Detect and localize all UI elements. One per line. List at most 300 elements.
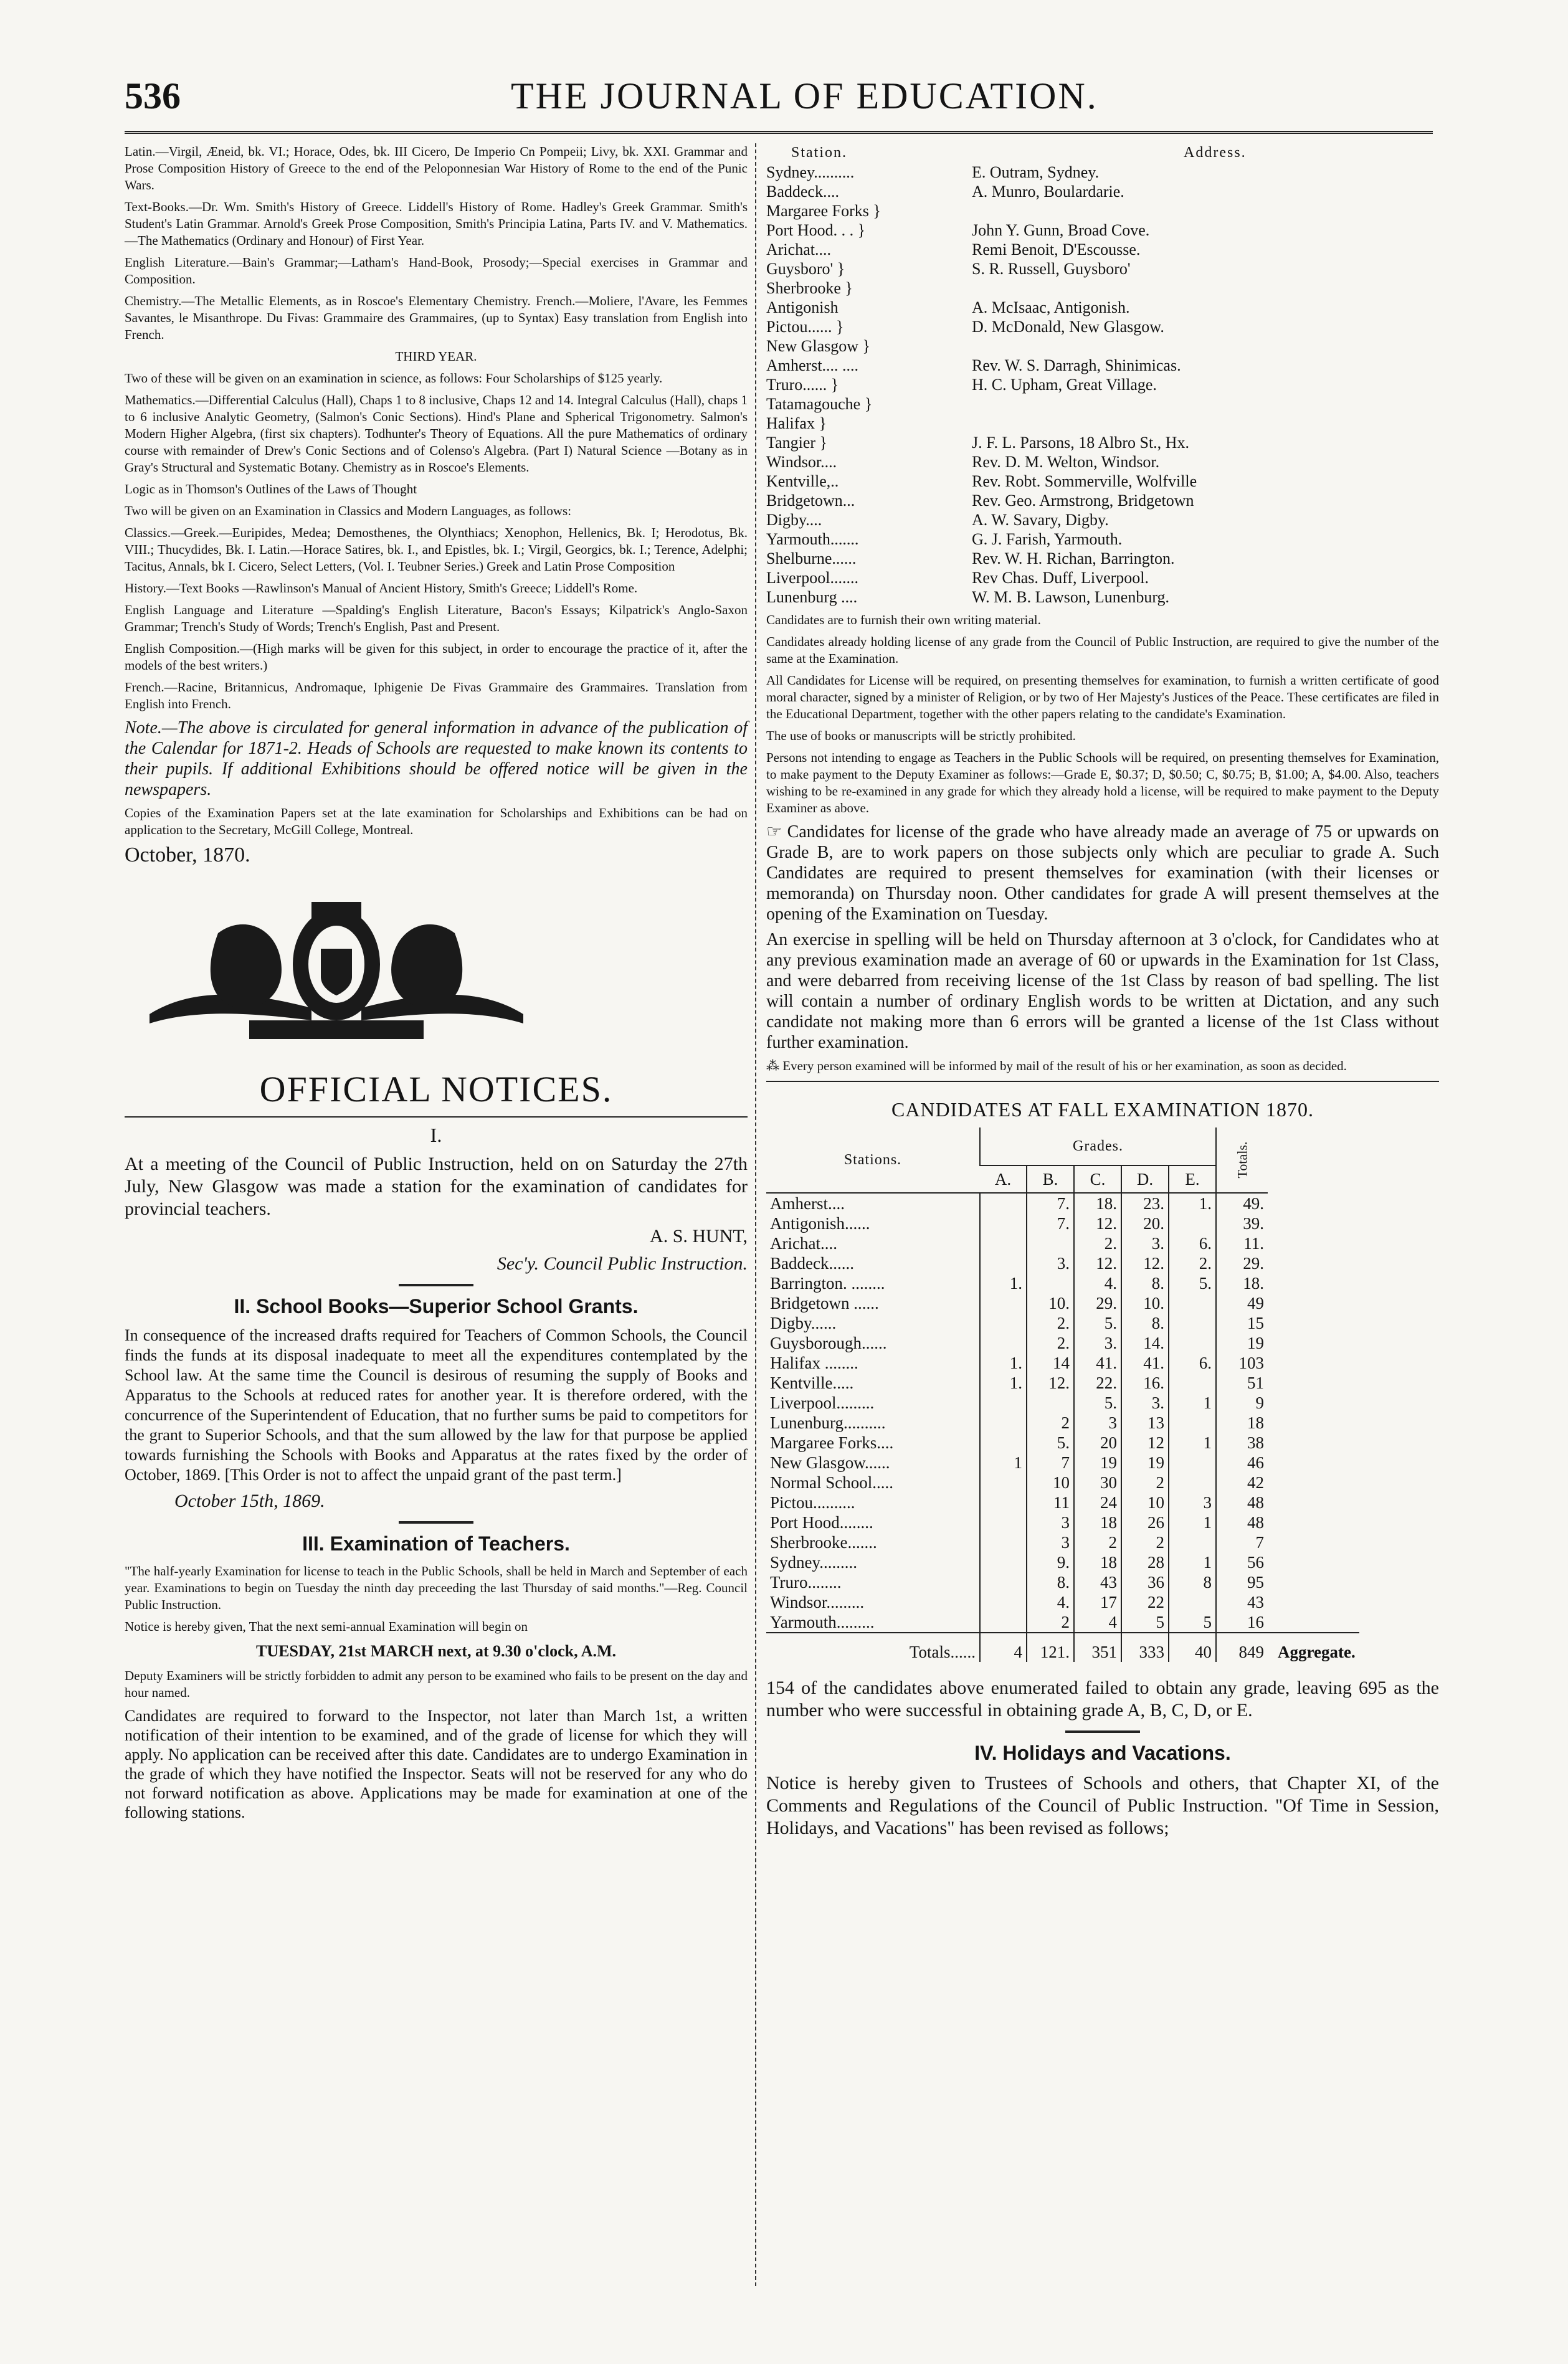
station-cell: New Glasgow...... (770, 1453, 890, 1472)
value-cell (980, 1572, 1027, 1592)
station-name: Baddeck.... (766, 183, 839, 201)
table-row (766, 1193, 1359, 1213)
value-cell: 39. (1216, 1213, 1268, 1233)
para-copies: Copies of the Examination Papers set at the late examination for Scholarships and Exhibitions can be had on application to the Secretary, McGill College, Montreal. (125, 805, 748, 837)
value-cell (980, 1493, 1027, 1512)
station-row (766, 240, 1439, 259)
station-cell: Normal School..... (770, 1473, 893, 1492)
value-cell: 18 (1074, 1552, 1121, 1572)
value-cell: 4 (1074, 1612, 1121, 1633)
value-cell: 28 (1121, 1552, 1169, 1572)
value-cell: 18. (1216, 1273, 1268, 1293)
table-row (766, 1493, 1359, 1512)
value-cell: 10. (1027, 1293, 1074, 1313)
value-cell: 42 (1216, 1473, 1268, 1493)
station-row (766, 433, 1439, 452)
value-cell: 5. (1027, 1433, 1074, 1453)
station-cell: Digby...... (770, 1314, 837, 1332)
station-row (766, 549, 1439, 568)
stations-list (766, 143, 1439, 607)
station-row (766, 356, 1439, 375)
station-address: H. C. Upham, Great Village. (972, 376, 1157, 394)
value-cell: 5. (1074, 1313, 1121, 1333)
station-name: Amherst.... .... (766, 356, 859, 374)
value-cell: 23. (1121, 1193, 1169, 1213)
section-1-signature: A. S. HUNT, (650, 1226, 748, 1246)
value-cell: 22. (1074, 1373, 1121, 1393)
table-row (766, 1353, 1359, 1373)
table-row (766, 1592, 1359, 1612)
table-top-rule (766, 1081, 1439, 1082)
station-address: W. M. B. Lawson, Lunenburg. (972, 588, 1170, 606)
para-history: History.—Text Books —Rawlinson's Manual of Ancient History, Smith's Greece; Liddell's Rome. (125, 581, 638, 596)
value-cell: 18 (1216, 1413, 1268, 1433)
station-address: D. McDonald, New Glasgow. (972, 318, 1164, 336)
station-cell: Amherst.... (770, 1194, 845, 1213)
value-cell: 3 (1027, 1532, 1074, 1552)
value-cell (1027, 1273, 1074, 1293)
station-address: Rev. W. S. Darragh, Shinimicas. (972, 356, 1181, 374)
station-cell: Arichat.... (770, 1234, 837, 1253)
value-cell: 10 (1027, 1473, 1074, 1493)
value-cell: 12. (1027, 1373, 1074, 1393)
station-address: Rev. W. H. Richan, Barrington. (972, 549, 1175, 567)
section-4-title: IV. Holidays and Vacations. (974, 1742, 1231, 1764)
section-2-text: In consequence of the increased drafts required for Teachers of Common Schools, the Council finds the funds at its disposal inadequate to meet all the expenditures contemplated by the School law. At the same time the Council is desirous of resuming the supply of Books and Apparatus to the Schools at reduced rates for another year. It is therefore ordered, with the concurrence of the Superintendent of Education, that no further sums be paid to competitors for the grant to Superior Schools, and that the sum allowed by the law for that purpose be applied towards furnishing the Schools with Books and Apparatus at the rates fixed by the order of October, 1869. [This Order is not to affect the unpaid grant of the past term.] (125, 1326, 748, 1484)
station-row (766, 259, 1439, 278)
value-cell: 9 (1216, 1393, 1268, 1413)
station-row (766, 414, 1439, 433)
value-cell: 20. (1121, 1213, 1169, 1233)
royal-arms-ornament (125, 890, 548, 1051)
value-cell: 43 (1074, 1572, 1121, 1592)
value-cell: 19 (1074, 1453, 1121, 1473)
value-cell: 46 (1216, 1453, 1268, 1473)
station-address: S. R. Russell, Guysboro' (972, 260, 1131, 278)
candidates-body (766, 1193, 1359, 1662)
station-row (766, 182, 1439, 201)
station-row (766, 336, 1439, 356)
value-cell: 16 (1216, 1612, 1268, 1633)
value-cell (980, 1532, 1027, 1552)
total-cell: 333 (1121, 1633, 1169, 1662)
station-name: Guysboro' } (766, 260, 845, 278)
value-cell: 5 (1169, 1612, 1216, 1633)
value-cell: 2. (1169, 1253, 1216, 1273)
table-row (766, 1532, 1359, 1552)
value-cell: 1. (1169, 1193, 1216, 1213)
value-cell (1169, 1373, 1216, 1393)
station-name: Sherbrooke } (766, 279, 853, 297)
value-cell: 103 (1216, 1353, 1268, 1373)
value-cell: 3. (1121, 1233, 1169, 1253)
value-cell: 2 (1027, 1413, 1074, 1433)
para-english-literature: English Literature.—Bain's Grammar;—Latham's Hand-Book, Prosody;—Special exercises in Grammar and Composition. (125, 255, 748, 287)
station-cell: Baddeck...... (770, 1254, 854, 1273)
total-cell: 4 (980, 1633, 1027, 1662)
station-row (766, 510, 1439, 529)
station-address: A. Munro, Boulardarie. (972, 183, 1124, 201)
station-row (766, 298, 1439, 317)
value-cell: 8. (1121, 1273, 1169, 1293)
journal-title: THE JOURNAL OF EDUCATION. (511, 75, 1098, 116)
table-row (766, 1233, 1359, 1253)
station-row (766, 472, 1439, 491)
station-cell: Yarmouth......... (770, 1613, 875, 1631)
station-address: Rev Chas. Duff, Liverpool. (972, 569, 1149, 587)
totals-header-cell (1216, 1127, 1268, 1193)
column-divider (755, 143, 756, 2286)
station-cell: Kentville..... (770, 1374, 854, 1392)
section-2-title: II. School Books—Superior School Grants. (234, 1295, 639, 1317)
station-row (766, 529, 1439, 549)
para-classics: Classics.—Greek.—Euripides, Medea; Demosthenes, the Olynthiacs; Xenophon, Hellenics, Bk. I; Herodotus, Bk. VIII.; Thucydides, Bk. I. Latin.—Horace Satires, bk. I., and Epistles, bk. I.; Virgil, Georgics, bk. I.; Terence, Adelphi; Tacitus, Annals, bk I. Cicero, Select Letters, (Vol. I. Teubner Series.) Greek and Latin Prose Composition (125, 525, 748, 574)
value-cell: 2 (1121, 1532, 1169, 1552)
candidates-table (766, 1127, 1359, 1662)
station-cell: Margaree Forks.... (770, 1433, 894, 1452)
page-header (125, 75, 1433, 131)
value-cell: 13 (1121, 1413, 1169, 1433)
table-row (766, 1373, 1359, 1393)
para-every-person (766, 1058, 1439, 1075)
para-already: Candidates already holding license of any grade from the Council of Public Instruction, are required to give the number of the same at the Examination. (766, 634, 1439, 666)
value-cell: 19 (1121, 1453, 1169, 1473)
para-textbooks: Text-Books.—Dr. Wm. Smith's History of Greece. Liddell's History of Rome. Hadley's Greek Grammar. Smith's Student's Latin Grammar. Arnold's Greek Prose Composition, Smith's Principia Latina, Parts IV. and V. Mathematics.—The Mathematics (Ordinary and Honour) of First Year. (125, 199, 748, 248)
station-name: Liverpool....... (766, 569, 859, 587)
right-column (766, 143, 1439, 1844)
value-cell: 2 (1074, 1532, 1121, 1552)
para-english-language: English Language and Literature —Spalding's English Literature, Bacon's Essays; Kilpatrick's Anglo-Saxon Grammar; Trench's Study of Words; Trench's English, Past and Present. (125, 602, 748, 634)
value-cell: 2 (1027, 1612, 1074, 1633)
value-cell (980, 1552, 1027, 1572)
value-cell: 3 (1027, 1512, 1074, 1532)
value-cell (980, 1393, 1027, 1413)
value-cell: 48 (1216, 1493, 1268, 1512)
value-cell: 5. (1074, 1393, 1121, 1413)
section-1-text: At a meeting of the Council of Public Instruction, held on on Saturday the 27th July, New Glasgow was made a station for the examination of candidates for provincial teachers. (125, 1154, 748, 1219)
grades-header-cell: Grades. (980, 1127, 1216, 1165)
third-year-heading: THIRD YEAR. (395, 349, 477, 364)
value-cell (980, 1233, 1027, 1253)
para-mathematics: Mathematics.—Differential Calculus (Hall), Chaps 1 to 8 inclusive, Chaps 12 and 14. Integral Calculus (Hall), chaps 1 to 6 inclusive Analytic Geometry, (Salmon's Conic Sections). Hind's Plane and Spherical Trigonometry. Salmon's Modern Higher Algebra, (first six chapters). Todhunter's Theory of Equations. All the pure Mathematics of ordinary course with remainder of Drew's Conic Sections and of Colenso's Algebra. (Part I) Natural Science —Botany as in Gray's Structural and Systematic Botany. Chemistry as in Roscoe's Elements. (125, 392, 748, 475)
station-address: John Y. Gunn, Broad Cove. (972, 221, 1150, 239)
station-row (766, 394, 1439, 414)
asterism-icon: ⁂ (766, 1058, 783, 1073)
short-rule-2 (399, 1521, 473, 1524)
date-october-1870: October, 1870. (125, 843, 250, 866)
station-row (766, 452, 1439, 472)
value-cell: 1 (1169, 1512, 1216, 1532)
value-cell: 8. (1027, 1572, 1074, 1592)
station-row (766, 587, 1439, 607)
value-cell: 1. (980, 1373, 1027, 1393)
value-cell: 8. (1121, 1313, 1169, 1333)
value-cell: 30 (1074, 1473, 1121, 1493)
value-cell (1169, 1333, 1216, 1353)
value-cell: 1. (980, 1273, 1027, 1293)
value-cell (980, 1473, 1027, 1493)
value-cell: 16. (1121, 1373, 1169, 1393)
value-cell: 17 (1074, 1592, 1121, 1612)
station-cell: Halifax ........ (770, 1354, 858, 1372)
value-cell: 6. (1169, 1353, 1216, 1373)
station-row (766, 491, 1439, 510)
grade-header-2: C. (1074, 1165, 1121, 1193)
station-name: Sydney.......... (766, 163, 855, 181)
totals-label: Totals...... (766, 1633, 980, 1662)
station-name: Lunenburg .... (766, 588, 858, 606)
station-name: Truro...... } (766, 376, 839, 394)
value-cell (980, 1253, 1027, 1273)
station-cell: Pictou.......... (770, 1493, 855, 1512)
station-address: J. F. L. Parsons, 18 Albro St., Hx. (972, 434, 1189, 452)
total-cell: 849 (1216, 1633, 1268, 1662)
value-cell: 18 (1074, 1512, 1121, 1532)
value-cell: 51 (1216, 1373, 1268, 1393)
station-address: G. J. Farish, Yarmouth. (972, 530, 1123, 548)
value-cell (980, 1213, 1027, 1233)
value-cell (1169, 1413, 1216, 1433)
value-cell: 49. (1216, 1193, 1268, 1213)
grade-header-4: E. (1169, 1165, 1216, 1193)
value-cell (980, 1512, 1027, 1532)
station-row (766, 201, 1439, 221)
section-3-candidates: Candidates are required to forward to the Inspector, not later than March 1st, a written notification of their intention to be examined, and of the grade of license for which they will apply. No application can be received after this date. Candidates are to undergo Examination in the grade of which they have notified the Inspector. Seats will not be reserved for any who do not forward notification as above. Applications may be made for examination at one of the following stations. (125, 1707, 748, 1821)
value-cell: 7. (1027, 1213, 1074, 1233)
value-cell: 5 (1121, 1612, 1169, 1633)
station-cell: Port Hood........ (770, 1513, 873, 1532)
value-cell: 1 (1169, 1393, 1216, 1413)
para-grade-a-text: Candidates for license of the grade who have already made an average of 75 or upwards on Grade B, are to work papers on those subjects only which are peculiar to grade A. Such Candidates are required to present themselves for examination (with their licenses or memoranda) on Thursday noon. Other candidates for grade A will present themselves at the opening of the Examination on Tuesday. (766, 822, 1439, 924)
value-cell: 3. (1027, 1253, 1074, 1273)
station-cell: Bridgetown ...... (770, 1294, 879, 1313)
table-row (766, 1433, 1359, 1453)
station-address: E. Outram, Sydney. (972, 163, 1100, 181)
page-number: 536 (125, 75, 181, 116)
header-rule (125, 131, 1433, 134)
value-cell: 19 (1216, 1333, 1268, 1353)
station-column-header: Station. (791, 145, 848, 161)
station-cell: Barrington. ........ (770, 1274, 885, 1293)
station-name: Shelburne...... (766, 549, 857, 567)
station-cell: Sydney......... (770, 1553, 857, 1572)
station-name: Port Hood. . . } (766, 221, 866, 239)
station-cell: Truro........ (770, 1573, 842, 1592)
station-name: Halifax } (766, 414, 827, 432)
value-cell: 7 (1216, 1532, 1268, 1552)
table-row (766, 1572, 1359, 1592)
value-cell: 29. (1074, 1293, 1121, 1313)
value-cell: 2. (1027, 1313, 1074, 1333)
value-cell: 36 (1121, 1572, 1169, 1592)
value-cell: 12 (1121, 1433, 1169, 1453)
value-cell: 22 (1121, 1592, 1169, 1612)
table-row (766, 1413, 1359, 1433)
para-every-person-text: Every person examined will be informed by mail of the result of his or her examination, as soon as decided. (782, 1058, 1347, 1073)
station-row (766, 568, 1439, 587)
left-column (125, 143, 748, 1827)
value-cell: 41. (1121, 1353, 1169, 1373)
short-rule-3 (1065, 1730, 1140, 1733)
station-row (766, 221, 1439, 240)
grade-header-3: D. (1121, 1165, 1169, 1193)
value-cell: 26 (1121, 1512, 1169, 1532)
value-cell (1169, 1213, 1216, 1233)
para-failed: 154 of the candidates above enumerated failed to obtain any grade, leaving 695 as the number who were successful in obtaining grade A, B, C, D, or E. (766, 1678, 1439, 1721)
value-cell: 41. (1074, 1353, 1121, 1373)
para-grade-a (766, 822, 1439, 924)
value-cell: 11 (1027, 1493, 1074, 1512)
value-cell: 15 (1216, 1313, 1268, 1333)
table-row (766, 1213, 1359, 1233)
grade-header-1: B. (1027, 1165, 1074, 1193)
short-rule-1 (399, 1284, 473, 1286)
value-cell: 4. (1074, 1273, 1121, 1293)
table-row (766, 1393, 1359, 1413)
station-address: Rev. Robt. Sommerville, Wolfville (972, 472, 1197, 490)
value-cell (980, 1433, 1027, 1453)
para-french: French.—Racine, Britannicus, Andromaque, Iphigenie De Fivas Grammaire des Grammaires. Translation from English into French. (125, 680, 748, 711)
station-name: Yarmouth....... (766, 530, 859, 548)
value-cell: 56 (1216, 1552, 1268, 1572)
value-cell: 10 (1121, 1493, 1169, 1512)
station-address: Remi Benoit, D'Escousse. (972, 240, 1141, 259)
station-address: Rev. Geo. Armstrong, Bridgetown (972, 491, 1194, 510)
station-name: Digby.... (766, 511, 822, 529)
station-address (972, 201, 1439, 221)
value-cell: 3 (1169, 1493, 1216, 1512)
table-row (766, 1612, 1359, 1633)
value-cell (980, 1293, 1027, 1313)
value-cell: 2. (1074, 1233, 1121, 1253)
value-cell: 20 (1074, 1433, 1121, 1453)
totals-header-label: Totals. (1233, 1141, 1250, 1179)
value-cell (1027, 1393, 1074, 1413)
station-name: Tangier } (766, 434, 828, 452)
section-3-notice: Notice is hereby given, That the next semi-annual Examination will begin on (125, 1619, 528, 1634)
station-address (972, 414, 1439, 433)
station-address: Rev. D. M. Welton, Windsor. (972, 453, 1160, 471)
value-cell (1169, 1453, 1216, 1473)
station-name: Bridgetown... (766, 491, 855, 510)
section-3-tuesday: TUESDAY, 21st MARCH next, at 9.30 o'clock, A.M. (255, 1642, 617, 1660)
value-cell: 4. (1027, 1592, 1074, 1612)
value-cell: 3 (1074, 1413, 1121, 1433)
value-cell: 49 (1216, 1293, 1268, 1313)
value-cell: 29. (1216, 1253, 1268, 1273)
total-cell: 121. (1027, 1633, 1074, 1662)
value-cell (980, 1612, 1027, 1633)
value-cell (1169, 1313, 1216, 1333)
section-3-quote: "The half-yearly Examination for license to teach in the Public Schools, shall be held in March and September of each year. Examinations to begin on Tuesday the ninth day preceeding the last Thursday of said months."—Reg. Council Public Instruction. (125, 1564, 748, 1612)
value-cell: 7. (1027, 1193, 1074, 1213)
station-row (766, 375, 1439, 394)
stations-header (766, 143, 1439, 163)
table-row (766, 1473, 1359, 1493)
table-row (766, 1333, 1359, 1353)
station-name: Arichat.... (766, 240, 831, 259)
station-address: A. McIsaac, Antigonish. (972, 298, 1130, 316)
value-cell: 3. (1121, 1393, 1169, 1413)
totals-row (766, 1633, 1359, 1662)
para-use-books: The use of books or manuscripts will be strictly prohibited. (766, 728, 1076, 743)
station-address (972, 336, 1439, 356)
value-cell: 11. (1216, 1233, 1268, 1253)
section-2-date: October 15th, 1869. (174, 1491, 325, 1511)
para-logic: Logic as in Thomson's Outlines of the Laws of Thought (125, 482, 417, 496)
value-cell: 48 (1216, 1512, 1268, 1532)
value-cell (1169, 1473, 1216, 1493)
station-row (766, 278, 1439, 298)
para-scholarships: Two of these will be given on an examination in science, as follows: Four Scholarships of $125 yearly. (125, 371, 663, 386)
station-address: A. W. Savary, Digby. (972, 511, 1109, 529)
value-cell: 38 (1216, 1433, 1268, 1453)
value-cell: 2 (1121, 1473, 1169, 1493)
value-cell: 24 (1074, 1493, 1121, 1512)
station-name: Kentville,.. (766, 472, 839, 490)
station-cell: Sherbrooke....... (770, 1533, 877, 1552)
station-cell: Liverpool......... (770, 1393, 875, 1412)
table-row (766, 1253, 1359, 1273)
section-1-number: I. (430, 1124, 442, 1146)
station-name: Margaree Forks } (766, 202, 881, 220)
table-row (766, 1293, 1359, 1313)
station-cell: Lunenburg.......... (770, 1413, 886, 1432)
para-spelling: An exercise in spelling will be held on Thursday afternoon at 3 o'clock, for Candidates who at any previous examination made an average of 60 or upwards in the Examination for 1st Class, and were debarred from receiving license of the 1st Class by reason of bad spelling. The list will contain a number of ordinary English words to be written at Dictation, and any such candidate not making more than 6 errors will be granted a license of the 1st Class without further examination. (766, 930, 1439, 1052)
value-cell: 1. (980, 1353, 1027, 1373)
para-chemistry-french: Chemistry.—The Metallic Elements, as in Roscoe's Elementary Chemistry. French.—Moliere, l'Avare, les Femmes Savantes, le Misanthrope. Du Fivas: Grammaire des Grammaires, (up to Syntax) Easy translation from English into French. (125, 293, 748, 342)
section-3-title: III. Examination of Teachers. (302, 1532, 570, 1555)
total-cell: 351 (1074, 1633, 1121, 1662)
grade-header-0: A. (980, 1165, 1027, 1193)
value-cell: 10. (1121, 1293, 1169, 1313)
value-cell (980, 1592, 1027, 1612)
station-row (766, 163, 1439, 182)
value-cell: 1 (1169, 1552, 1216, 1572)
station-address (972, 278, 1439, 298)
value-cell: 12. (1074, 1253, 1121, 1273)
station-name: Antigonish (766, 298, 839, 316)
total-cell: 40 (1169, 1633, 1216, 1662)
table-row (766, 1512, 1359, 1532)
para-latin: Latin.—Virgil, Æneid, bk. VI.; Horace, Odes, bk. III Cicero, De Imperio Cn Pompeii; Livy, bk. XXI. Grammar and Prose Composition History of Greece to the end of the Peloponnesian War History of Rome to the end of the Punic Wars. (125, 144, 748, 192)
address-column-header: Address. (1184, 145, 1247, 161)
station-cell: Guysborough...... (770, 1334, 887, 1352)
value-cell (980, 1413, 1027, 1433)
para-furnish: Candidates are to furnish their own writing material. (766, 612, 1041, 627)
value-cell (1169, 1293, 1216, 1313)
para-all-candidates: All Candidates for License will be required, on presenting themselves for examination, to furnish a written certificate of good moral character, signed by a minister of Religion, or by two of Her Majesty's Justices of the Peace. These certificates are filed in the Educational Department, together with the other papers relating to the candidate's Examination. (766, 673, 1439, 721)
value-cell: 14. (1121, 1333, 1169, 1353)
section-4-text: Notice is hereby given to Trustees of Schools and others, that Chapter XI, of the Comments and Regulations of the Council of Public Instruction. "Of Time in Session, Holidays, and Vacations" has been revised as follows; (766, 1773, 1439, 1838)
station-cell: Windsor......... (770, 1593, 865, 1612)
station-name: Tatamagouche } (766, 395, 873, 413)
value-cell: 3. (1074, 1333, 1121, 1353)
table-row (766, 1453, 1359, 1473)
value-cell: 7 (1027, 1453, 1074, 1473)
value-cell: 12. (1121, 1253, 1169, 1273)
station-row (766, 317, 1439, 336)
aggregate-label: Aggregate. (1268, 1633, 1359, 1662)
value-cell: 1 (1169, 1433, 1216, 1453)
value-cell (1169, 1592, 1216, 1612)
station-cell: Antigonish...... (770, 1214, 870, 1233)
value-cell (1027, 1233, 1074, 1253)
station-rows (766, 163, 1439, 607)
value-cell (980, 1193, 1027, 1213)
station-address (972, 394, 1439, 414)
value-cell (980, 1333, 1027, 1353)
